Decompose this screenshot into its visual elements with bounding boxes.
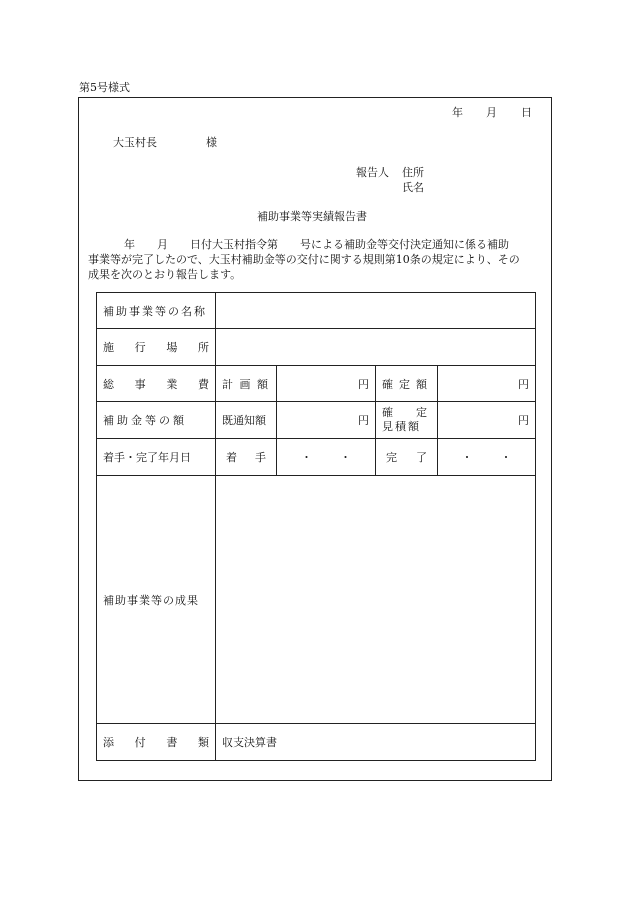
total-cost-label: 総 事 業 費 [97, 366, 216, 402]
confirmed-estimate-label: 確 定 見積額 [376, 402, 438, 439]
body-line-3: 成果を次のとおり報告します。 [88, 268, 242, 281]
attachment-label: 添 付 書 類 [97, 724, 216, 761]
row-period [97, 439, 536, 476]
site-field[interactable] [216, 329, 536, 366]
row-subsidy [97, 402, 536, 439]
form-number: 第5号様式 [79, 81, 130, 94]
start-label: 着 手 [216, 439, 277, 476]
start-date-field[interactable]: ・ ・ [277, 439, 376, 476]
result-label: 補助事業等の成果 [97, 476, 216, 724]
reporter-label: 報告人 [356, 166, 389, 179]
body-text [88, 237, 548, 282]
body-line-2: 事業等が完了したので、大玉村補助金等の交付に関する規則第10条の規定により、その [88, 253, 520, 266]
confirmed-estimate-field[interactable]: 円 [438, 402, 536, 439]
document-title: 補助事業等実績報告書 [257, 210, 367, 223]
date-year: 年 [452, 106, 463, 119]
address-label: 住所 [402, 166, 424, 179]
project-name-field[interactable] [216, 293, 536, 329]
date-month: 月 [486, 106, 497, 119]
planned-amount-label: 計 画 額 [216, 366, 277, 402]
date-day: 日 [521, 106, 532, 119]
project-name-label: 補助事業等の名称 [97, 293, 216, 329]
report-table [96, 292, 536, 761]
complete-label: 完 了 [376, 439, 438, 476]
body-line-1: 年 月 日付大玉村指令第 号による補助金等交付決定通知に係る補助 [124, 238, 509, 251]
row-project-name [97, 293, 536, 329]
row-attachment [97, 724, 536, 761]
planned-amount-field[interactable]: 円 [277, 366, 376, 402]
honorific: 様 [206, 136, 217, 149]
result-field[interactable] [216, 476, 536, 724]
notified-amount-label: 既通知額 [216, 402, 277, 439]
confirmed-amount-field[interactable]: 円 [438, 366, 536, 402]
notified-amount-field[interactable]: 円 [277, 402, 376, 439]
confirmed-amount-label: 確 定 額 [376, 366, 438, 402]
addressee: 大玉村長 [113, 136, 157, 149]
row-result [97, 476, 536, 724]
subsidy-label: 補助金等の額 [97, 402, 216, 439]
attachment-value: 収支決算書 [216, 724, 536, 761]
row-site [97, 329, 536, 366]
row-total-cost [97, 366, 536, 402]
complete-date-field[interactable]: ・ ・ [438, 439, 536, 476]
name-label: 氏名 [402, 181, 424, 194]
site-label: 施 行 場 所 [97, 329, 216, 366]
period-label: 着手・完了年月日 [97, 439, 216, 476]
